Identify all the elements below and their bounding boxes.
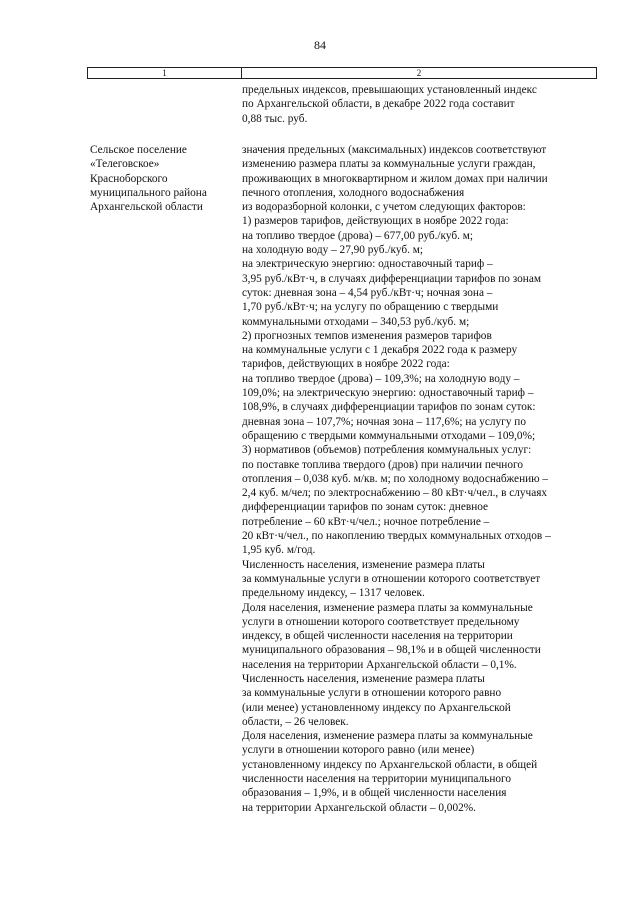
text-line: 108,9%, в случаях дифференциации тарифов по зонам суток: [242,401,536,414]
text-line: за коммунальные услуги в отношении которого равно [242,687,502,700]
text-line: 2) прогнозных темпов изменения размеров тарифов [242,329,492,342]
text-line: 2,4 куб. м/чел; по электроснабжению – 80 кВт·ч/чел., в случаях [242,487,548,500]
text-line: (или менее) установленному индексу по Архангельской [242,701,511,714]
text-line: печного отопления, холодного водоснабжения [242,186,465,199]
text-line: по Архангельской области, в декабре 2022 года составит [242,98,515,111]
text-line: 20 кВт·ч/чел., по накоплению твердых коммунальных отходов – [242,530,551,543]
text-line: тарифов, действующих в ноябре 2022 года: [242,358,450,371]
text-line: на топливо твердое (дрова) – 677,00 руб./куб. м; [242,229,474,242]
text-line: за коммунальные услуги в отношении которого соответствует [242,572,541,585]
text-line: обращению с твердыми коммунальными отходами – 109,0%; [242,429,536,442]
page-number: 84 [314,38,326,52]
municipality-line: Сельское поселение [90,144,187,156]
text-line: на электрическую энергию: одноставочный тариф – [242,258,493,271]
text-line: на коммунальные услуги с 1 декабря 2022 года к размеру [242,344,518,357]
text-line: 1,70 руб./кВт·ч; на услугу по обращению с твердыми [242,301,499,314]
text-line: 1) размеров тарифов, действующих в ноябре 2022 года: [242,215,509,228]
text-line: услуги в отношении которого соответствует предельному [242,615,520,628]
text-line: на холодную воду – 27,90 руб./куб. м; [242,244,424,257]
text-line: 0,88 тыс. руб. [242,112,308,125]
text-line: отопления – 0,038 куб. м/кв. м; по холодному водоснабжению – [242,472,549,485]
text-line: 109,0%; на электрическую энергию: одноставочный тариф – [242,387,534,400]
text-line: из водоразборной колонки, с учетом следующих факторов: [242,201,526,214]
text-line: 3) нормативов (объемов) потребления коммунальных услуг: [242,444,532,457]
text-line: услуги в отношении которого равно (или менее) [242,744,475,757]
text-line: населения на территории Архангельской области – 0,1%. [242,658,517,671]
text-line: предельных индексов, превышающих установленный индекс [242,84,537,96]
text-line: проживающих в многоквартирном и жилом домах при наличии [242,172,548,185]
municipality-line: Красноборского [90,172,168,185]
text-line: численности населения на территории муниципального [242,773,512,786]
text-line: Численность населения, изменение размера платы [242,558,485,571]
text-line: потребление – 60 кВт·ч/чел.; ночное потребление – [242,515,490,528]
text-line: Численность населения, изменение размера платы [242,672,485,685]
municipality-line: «Телеговское» [90,158,160,171]
text-line: суток: дневная зона – 4,54 руб./кВт·ч; ночная зона – [242,286,493,299]
text-line: предельному индексу, – 1317 человек. [242,587,425,600]
text-line: на территории Архангельской области – 0,002%. [242,801,476,814]
text-line: дневная зона – 107,7%; ночная зона – 117,6%; на услугу по [242,415,526,428]
index-description [242,143,602,815]
text-line: муниципального образования – 98,1% и в общей численности [242,644,541,657]
text-line: дифференциации тарифов по зонам суток: дневное [242,501,489,514]
column-header-2: 2 [416,68,422,78]
text-line: образования – 1,9%, и в общей численности населения [242,787,507,800]
municipality-line: Архангельской области [90,201,203,214]
text-line: коммунальными отходами – 340,53 руб./куб. м; [242,315,470,328]
text-line: области, – 26 человек. [242,715,349,728]
text-line: 3,95 руб./кВт·ч, в случаях дифференциации тарифов по зонам [242,272,542,285]
text-line: Доля населения, изменение размера платы за коммунальные [242,601,533,614]
text-line: изменению размера платы за коммунальные услуги граждан, [242,158,536,171]
text-line: по поставке топлива твердого (дров) при наличии печного [242,458,523,471]
table-header [87,67,597,79]
text-line: 1,95 куб. м/год. [242,544,316,557]
municipality-name [90,143,240,214]
municipality-line: муниципального района [90,186,207,199]
continuation-text [242,83,602,126]
column-header-1: 1 [88,68,242,78]
text-line: установленному индексу по Архангельской области, в общей [242,758,538,771]
text-line: индексу, в общей численности населения на территории [242,630,513,643]
text-line: на топливо твердое (дрова) – 109,3%; на холодную воду – [242,372,520,385]
text-line: Доля населения, изменение размера платы за коммунальные [242,730,533,743]
text-line: значения предельных (максимальных) индексов соответствуют [242,144,547,156]
